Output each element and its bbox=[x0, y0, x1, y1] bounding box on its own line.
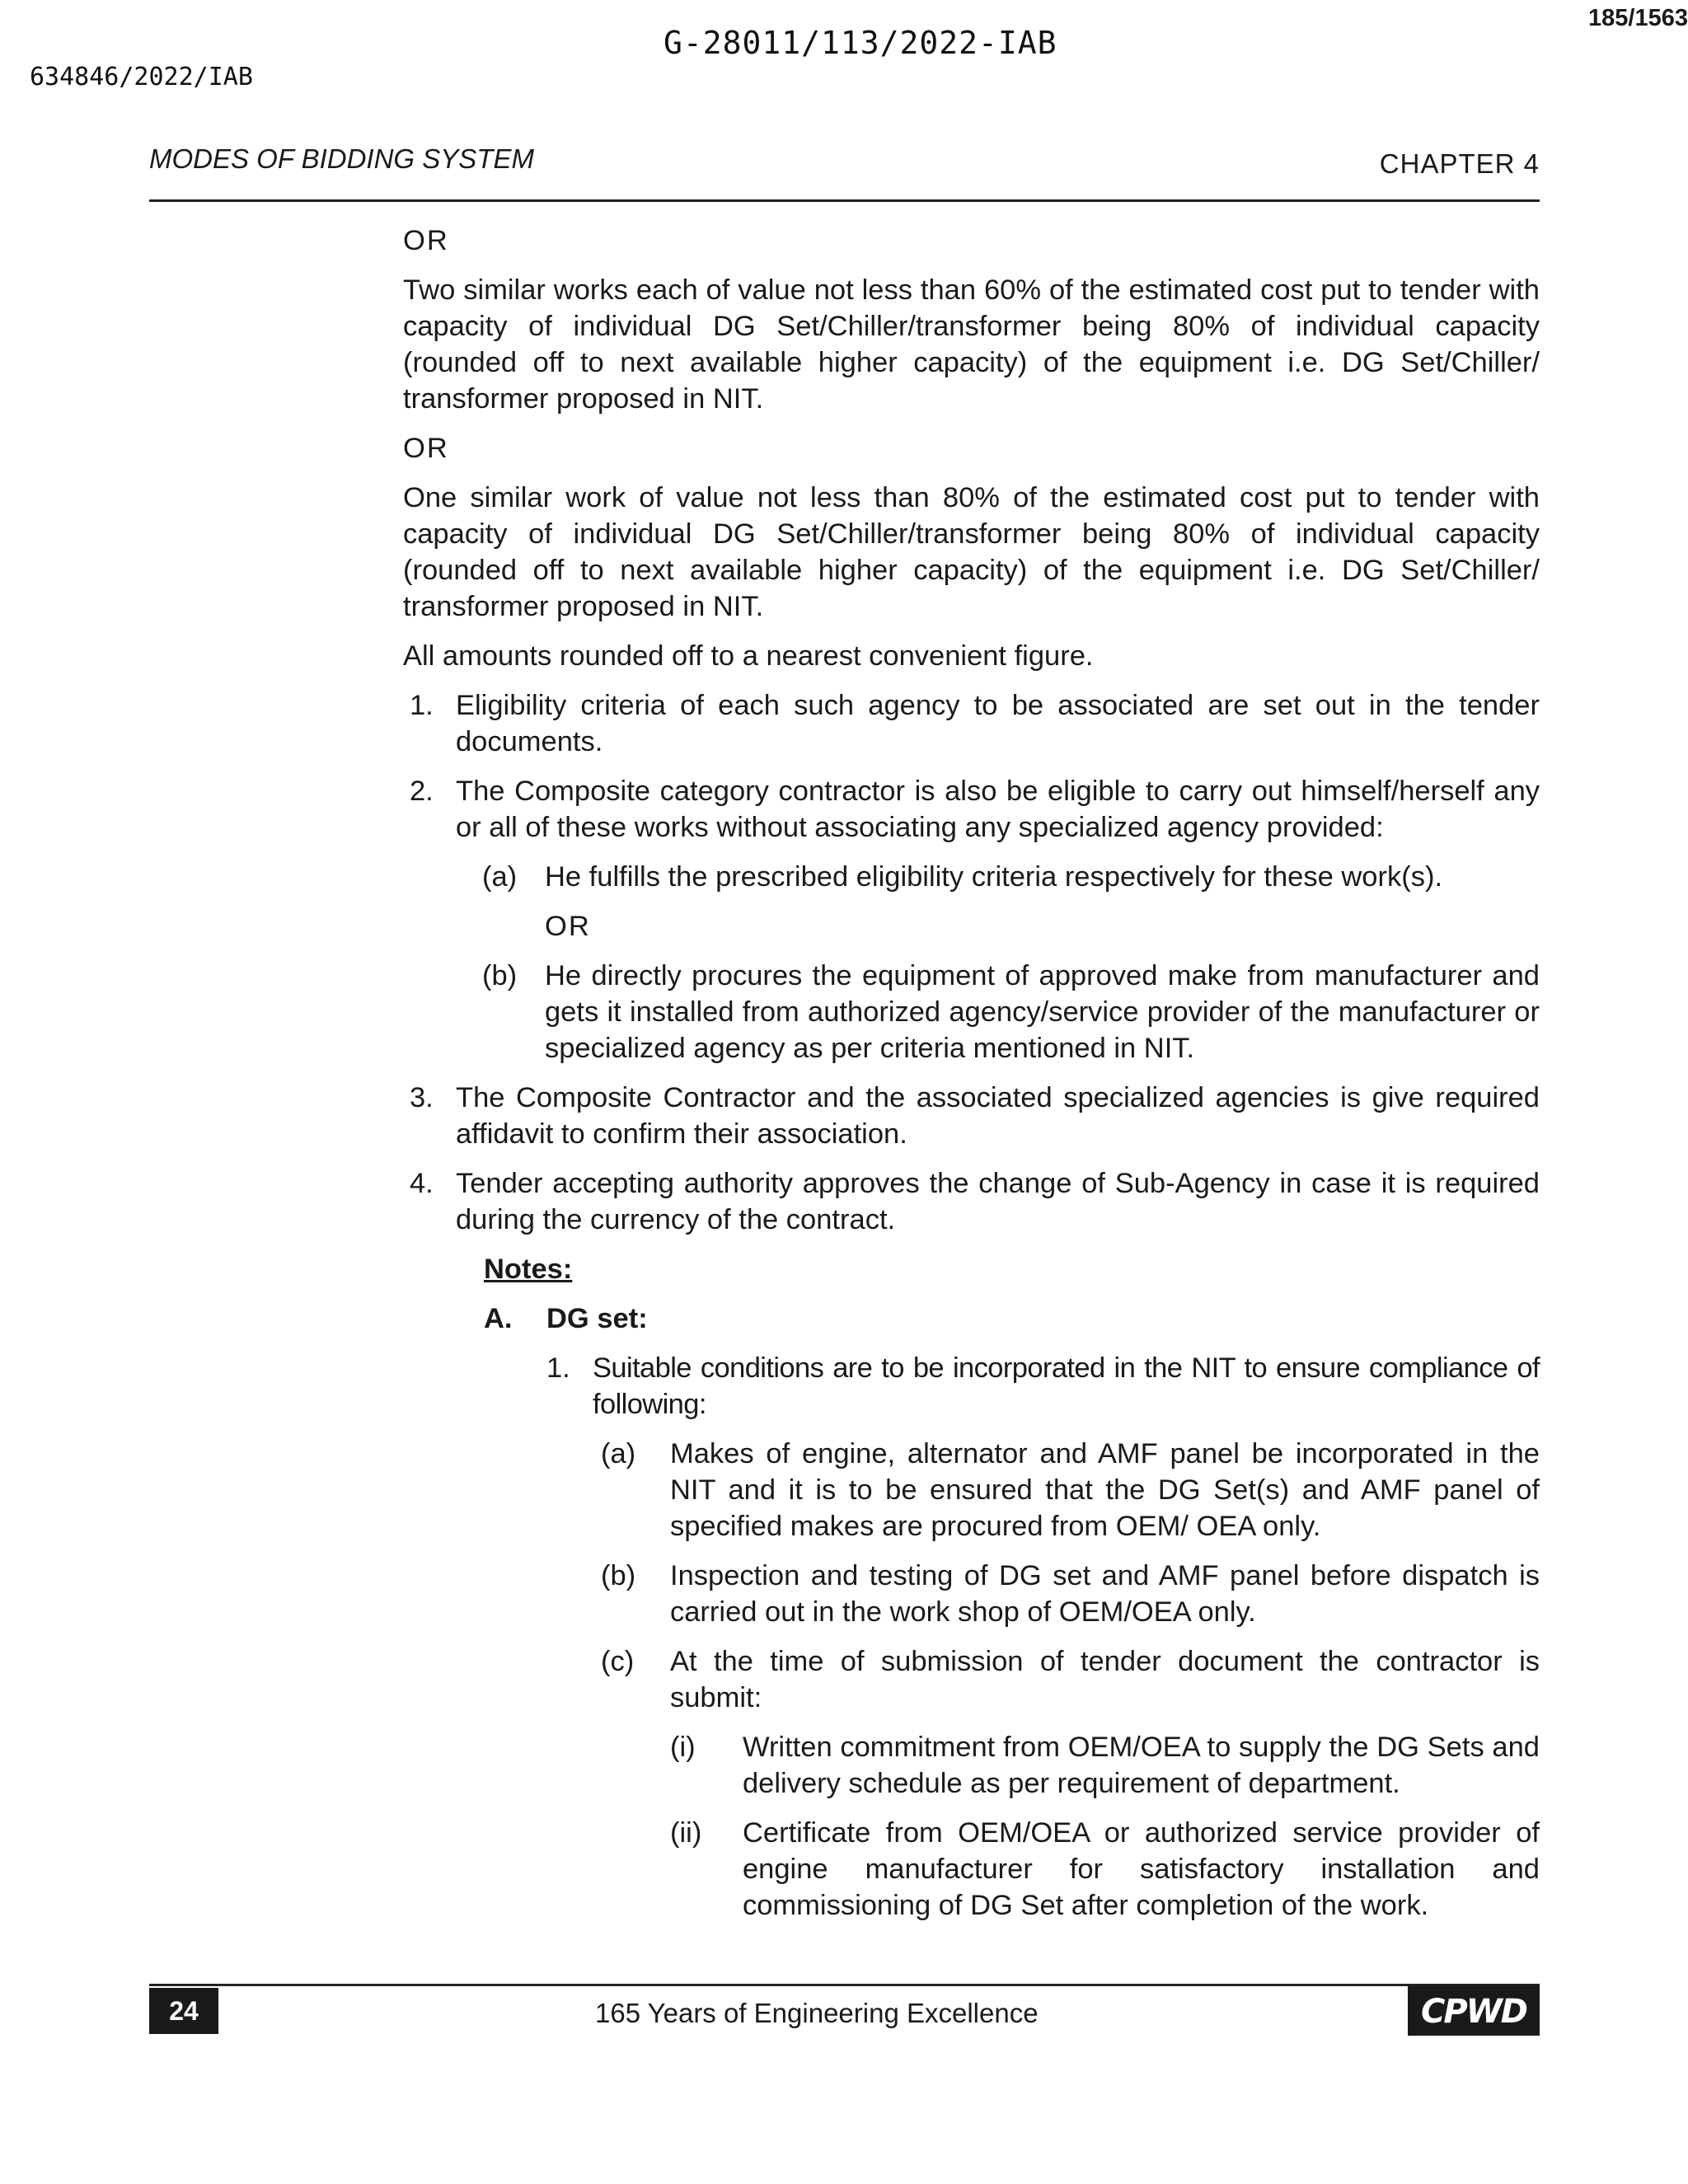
sub-list-item-text: He directly procures the equipment of approved make from manufacturer and gets it installed from authorized agency/service provider of the manufacturer or specialized agency as per criteria mentioned in NIT. bbox=[545, 960, 1540, 1064]
page-counter-stamp: 185/1563 bbox=[1588, 5, 1688, 31]
sub-list-item-text: He fulfills the prescribed eligibility criteria respectively for these work(s). bbox=[545, 861, 1443, 893]
notes-sub-item-label: (b) bbox=[601, 1560, 636, 1591]
list-item bbox=[403, 1165, 1540, 1238]
sub-list-item bbox=[482, 859, 1540, 895]
list-item bbox=[403, 687, 1540, 760]
notes-sub-item-label: (c) bbox=[601, 1646, 635, 1677]
notes-sub-item-text: Inspection and testing of DG set and AMF panel before dispatch is carried out in the work shop of OEM/OEA only. bbox=[670, 1560, 1540, 1628]
list-item bbox=[403, 773, 1540, 846]
paragraph-two-similar-works: Two similar works each of value not less than 60% of the estimated cost put to tender with capacity of individual DG Set/Chiller/transformer being 80% of individual capacity (rounded off to next available higher capacity) of the equipment i.e. DG Set/Chiller/ transformer proposed in NIT. bbox=[403, 274, 1540, 415]
sub-list-item bbox=[482, 958, 1540, 1066]
notes-section-title: DG set: bbox=[546, 1303, 648, 1334]
file-number-stamp: G-28011/113/2022-IAB bbox=[663, 25, 1057, 61]
notes-list-item-text: Suitable conditions are to be incorporated in the NIT to ensure compliance of following: bbox=[593, 1352, 1540, 1420]
running-header-chapter: CHAPTER 4 bbox=[1379, 148, 1540, 179]
notes-roman-item-label: (i) bbox=[670, 1732, 696, 1763]
notes-sub-item bbox=[601, 1436, 1540, 1544]
notes-list-item-number: 1. bbox=[546, 1352, 570, 1384]
reference-number-stamp: 634846/2022/IAB bbox=[30, 63, 253, 91]
or-separator: OR bbox=[403, 433, 449, 464]
list-item bbox=[403, 1080, 1540, 1152]
notes-roman-item bbox=[670, 1815, 1540, 1924]
notes-roman-item-label: (ii) bbox=[670, 1817, 702, 1849]
list-item-text: The Composite Contractor and the associated specialized agencies is give required affidavit to confirm their association. bbox=[456, 1082, 1540, 1150]
cpwd-logo-icon bbox=[1408, 1986, 1540, 2036]
sub-list-item-label: (a) bbox=[482, 861, 518, 893]
page-body bbox=[403, 223, 1540, 1937]
logo-text: CPWD bbox=[1421, 1993, 1526, 2031]
list-item-text: Tender accepting authority approves the change of Sub-Agency in case it is required during the currency of the contract. bbox=[456, 1168, 1540, 1235]
notes-sub-item-text: Makes of engine, alternator and AMF panel be incorporated in the NIT and it is to be ensured that the DG Set(s) and AMF panel of specified makes are procured from OEM/ OEA only. bbox=[670, 1438, 1540, 1542]
notes-roman-item bbox=[670, 1729, 1540, 1802]
notes-sub-item bbox=[601, 1558, 1540, 1630]
sub-list-item-label: (b) bbox=[482, 960, 518, 991]
paragraph-rounding-note: All amounts rounded off to a nearest convenient figure. bbox=[403, 640, 1094, 672]
list-item-number: 2. bbox=[410, 776, 434, 807]
list-item-text: Eligibility criteria of each such agency to be associated are set out in the tender documents. bbox=[456, 690, 1540, 757]
notes-roman-item-text: Certificate from OEM/OEA or authorized service provider of engine manufacturer for satisfactory installation and commissioning of DG Set after completion of the work. bbox=[743, 1817, 1540, 1921]
list-item-number: 1. bbox=[410, 690, 434, 721]
notes-sub-item-text: At the time of submission of tender document the contractor is submit: bbox=[670, 1646, 1540, 1713]
running-header-title: MODES OF BIDDING SYSTEM bbox=[149, 143, 534, 174]
paragraph-one-similar-work: One similar work of value not less than 80% of the estimated cost put to tender with capacity of individual DG Set/Chiller/transformer being 80% of individual capacity (rounded off to next available higher capacity) of the equipment i.e. DG Set/Chiller/ transformer proposed in NIT. bbox=[403, 482, 1540, 622]
notes-heading: Notes: bbox=[484, 1254, 573, 1285]
notes-sub-item bbox=[601, 1643, 1540, 1716]
footer-divider bbox=[149, 1984, 1540, 1986]
notes-sub-item-label: (a) bbox=[601, 1438, 636, 1469]
list-item-number: 4. bbox=[410, 1168, 434, 1199]
notes-section-label: A. bbox=[484, 1303, 513, 1334]
header-divider bbox=[149, 199, 1540, 202]
list-item-number: 3. bbox=[410, 1082, 434, 1113]
footer-tagline: 165 Years of Engineering Excellence bbox=[595, 1998, 1039, 2028]
notes-list-item bbox=[546, 1350, 1540, 1422]
list-item-text: The Composite category contractor is also be eligible to carry out himself/herself any or all of these works without associating any specialized agency provided: bbox=[456, 776, 1540, 843]
notes-roman-item-text: Written commitment from OEM/OEA to supply the DG Sets and delivery schedule as per requirement of department. bbox=[743, 1732, 1540, 1799]
notes-section-heading bbox=[484, 1301, 1540, 1337]
footer-page-number: 24 bbox=[149, 1988, 218, 2034]
or-separator: OR bbox=[545, 911, 591, 942]
cpwd-logo bbox=[1408, 1986, 1540, 2036]
or-separator: OR bbox=[403, 225, 449, 256]
